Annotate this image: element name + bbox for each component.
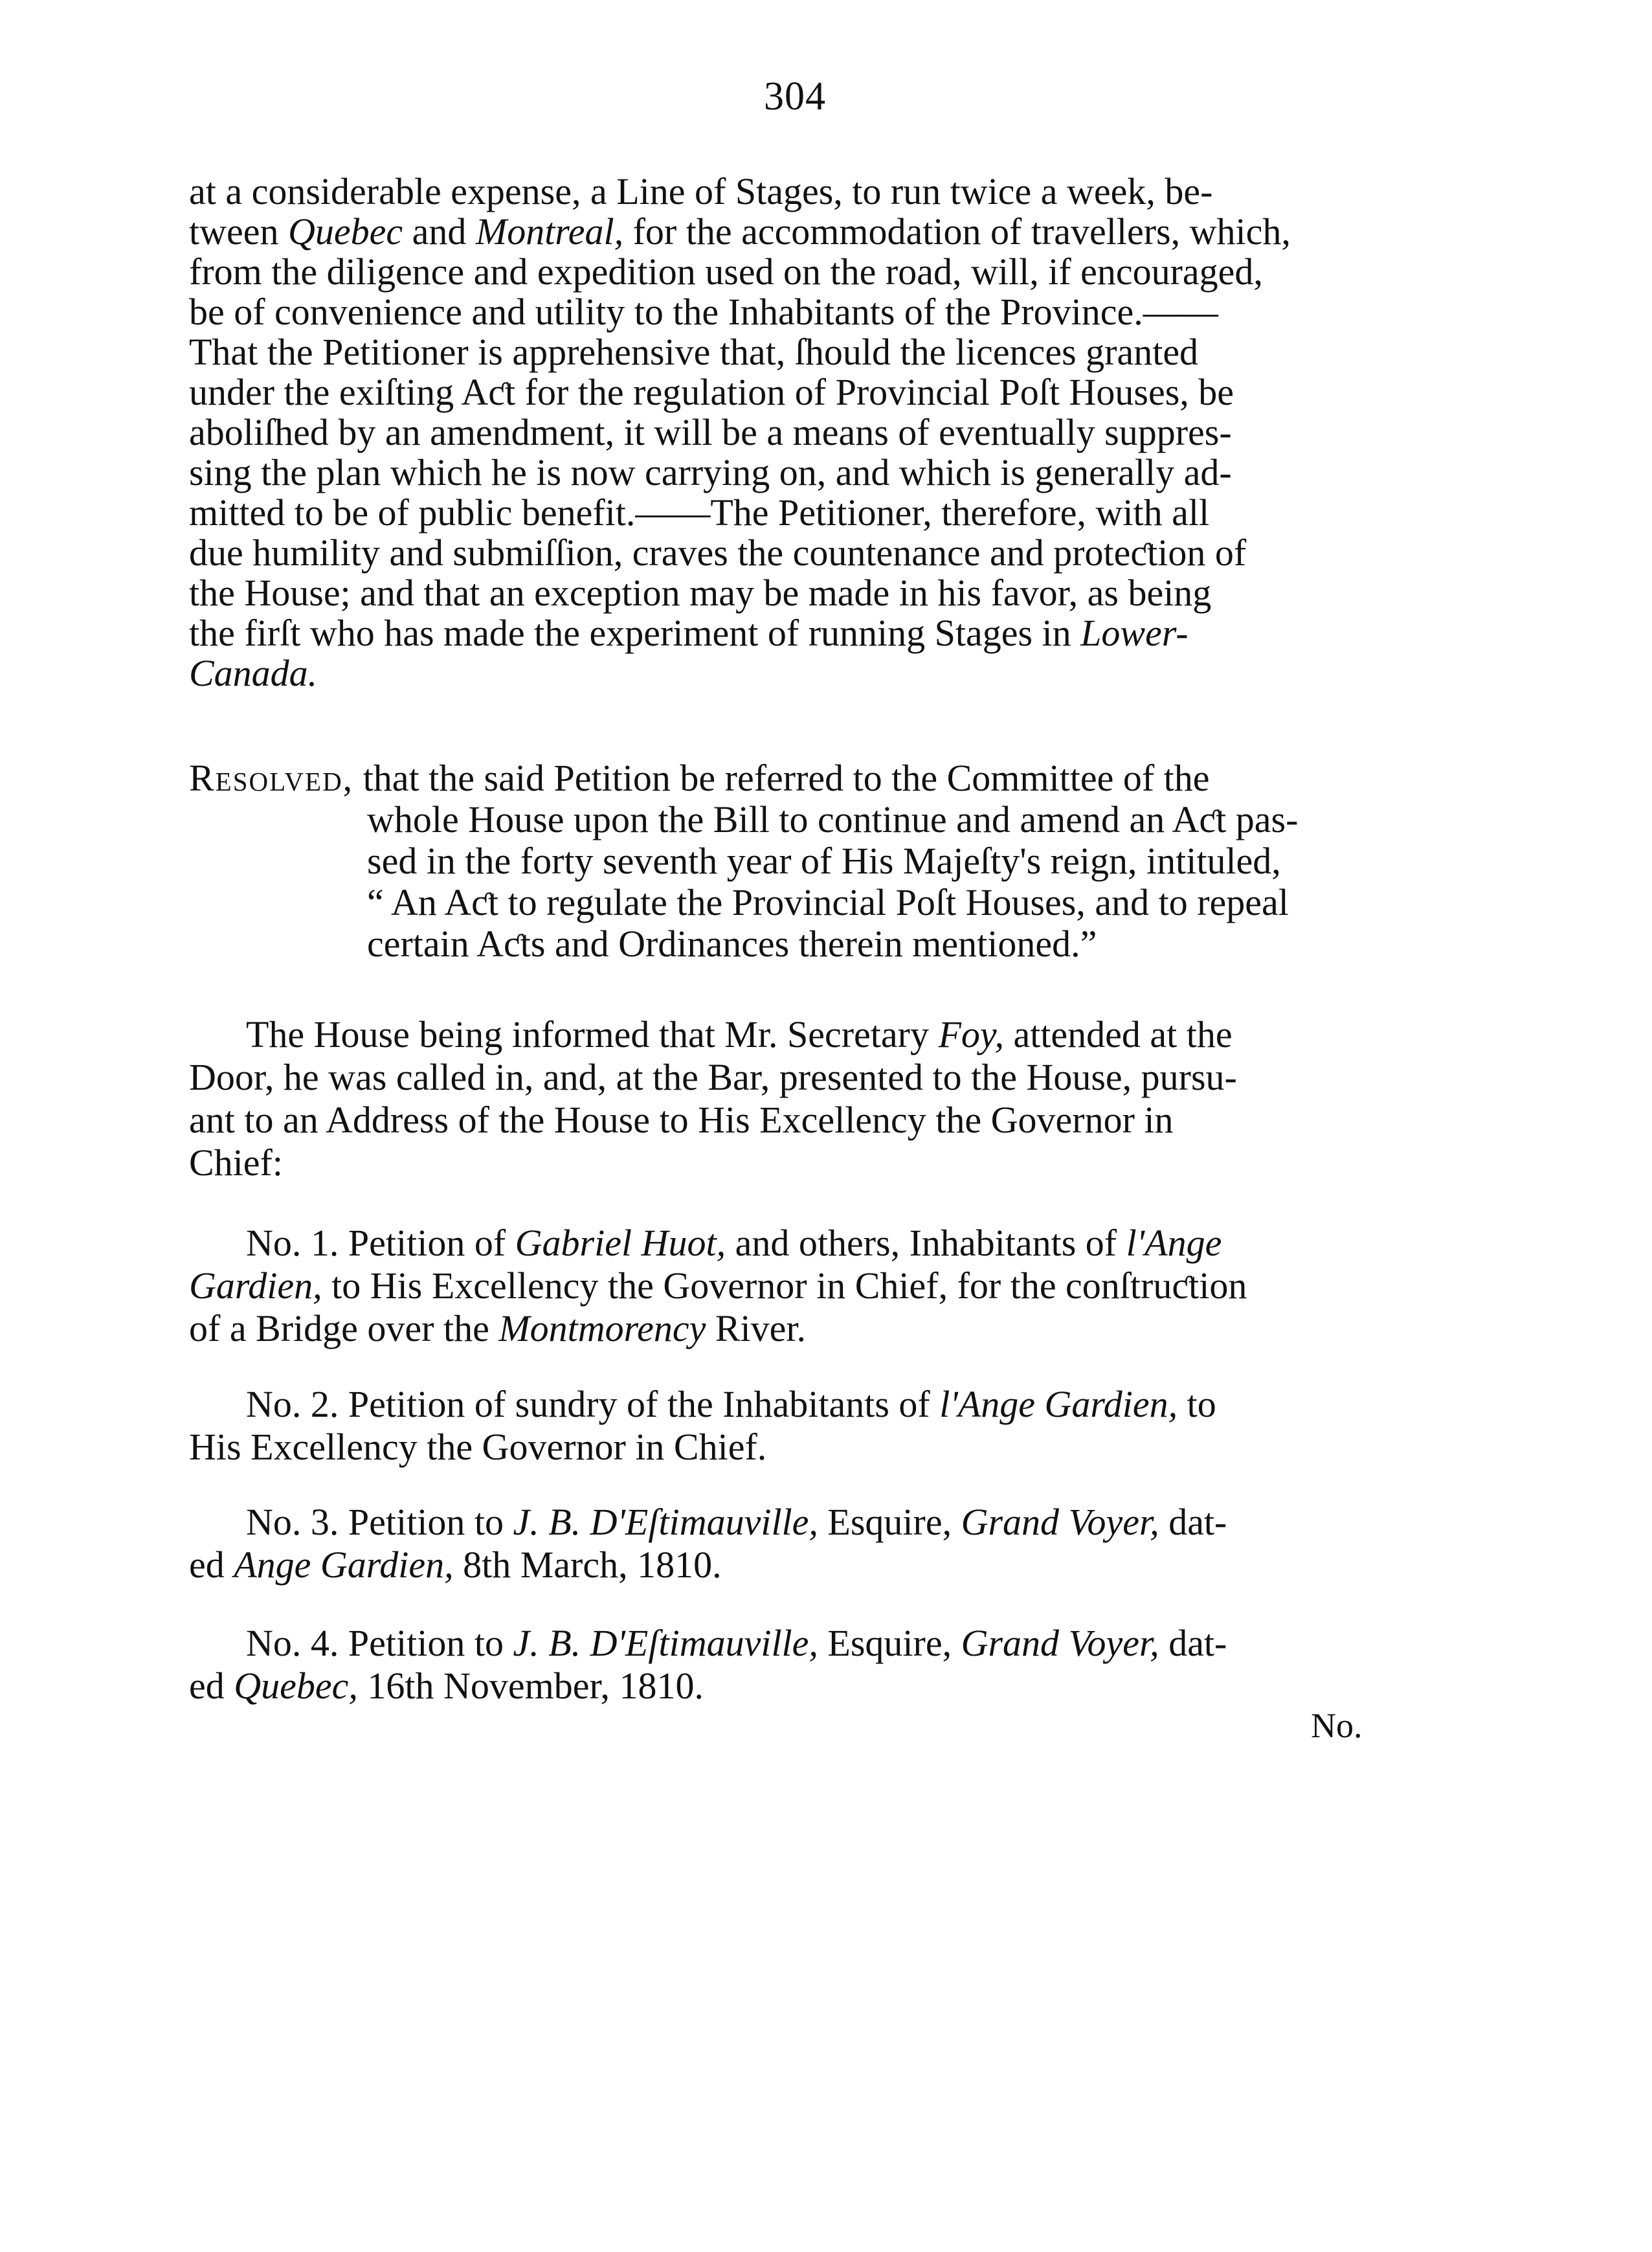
italic-run: Ange Gardien, [234, 1544, 454, 1586]
italic-run: Gabriel Huot, [515, 1222, 726, 1264]
text-line [189, 1622, 1227, 1665]
text-line [189, 653, 1291, 693]
text-line [189, 212, 1291, 252]
italic-run: J. B. D'Eſtimauville, [513, 1501, 818, 1543]
text-run: dat- [1159, 1501, 1227, 1543]
text-run: attended at the [1003, 1013, 1233, 1055]
text-run: Chief: [189, 1142, 283, 1184]
text-run: River. [706, 1307, 806, 1349]
text-run: ed [189, 1665, 234, 1707]
text-line [189, 412, 1291, 453]
page-number: 304 [764, 74, 826, 118]
resolution-line: sed in the forty seventh year of His Majeſty's reign, intituled, [367, 840, 1281, 882]
text-line [189, 1665, 1227, 1707]
text-line [189, 1383, 1216, 1426]
text-run: the House; and that an exception may be made in his favor, as being [189, 572, 1212, 614]
italic-run: J. B. D'Eſtimauville, [513, 1622, 818, 1664]
italic-run: Grand Voyer, [961, 1622, 1159, 1664]
italic-run: Lower- [1080, 612, 1189, 654]
secretary-paragraph [189, 1013, 1237, 1184]
text-line [189, 1222, 1247, 1265]
text-line [189, 453, 1291, 493]
catchword: No. [1311, 1706, 1363, 1745]
text-run: The House being informed that Mr. Secretary [246, 1013, 939, 1055]
text-run: No. 3. Petition to [246, 1501, 513, 1543]
text-run: for the accommodation of travellers, which, [623, 210, 1291, 253]
text-line [189, 1307, 1247, 1350]
text-run: to [1178, 1383, 1216, 1425]
italic-run: Montreal, [475, 210, 624, 253]
text-line [189, 1099, 1237, 1142]
text-run: to His Excellency the Governor in Chief, for the conſtruƈtion [322, 1265, 1247, 1307]
resolution-line: whole House upon the Bill to continue and amend an Aƈt pas- [367, 798, 1299, 840]
italic-run: Quebec [288, 210, 403, 253]
text-run: 8th March, 1810. [453, 1544, 722, 1586]
text-run: be of convenience and utility to the Inhabitants of the Province.—— [189, 291, 1218, 333]
text-run: His Excellency the Governor in Chief. [189, 1426, 767, 1468]
italic-run: Montmorency [498, 1307, 706, 1349]
italic-run: l'Ange [1126, 1222, 1222, 1264]
text-run: No. 2. Petition of sundry of the Inhabitants of [246, 1383, 940, 1425]
text-run: dat- [1159, 1622, 1227, 1664]
text-line [189, 533, 1291, 573]
text-line [189, 252, 1291, 292]
text-run: mitted to be of public benefit.——The Petitioner, therefore, with all [189, 491, 1210, 534]
resolved-lead: Resolved, [189, 757, 354, 799]
text-run: at a considerable expense, a Line of Stages, to run twice a week, be- [189, 170, 1213, 212]
petition-item-3 [189, 1501, 1227, 1586]
resolution-line: “ An Aƈt to regulate the Provincial Poſt Houses, and to repeal [367, 881, 1289, 923]
text-line [189, 332, 1291, 372]
petition-item-4 [189, 1622, 1227, 1707]
text-line [189, 1142, 1237, 1184]
italic-run: l'Ange Gardien, [939, 1383, 1178, 1425]
text-line [189, 1056, 1237, 1099]
text-line [189, 1501, 1227, 1544]
text-run: from the diligence and expedition used on the road, will, if encouraged, [189, 251, 1263, 293]
text-line [189, 292, 1291, 332]
text-run: Esquire, [818, 1501, 961, 1543]
text-run: That the Petitioner is apprehensive that, ſhould the licences granted [189, 331, 1199, 373]
text-line [189, 1013, 1237, 1056]
italic-run: Foy, [938, 1013, 1004, 1055]
resolution-line: that the said Petition be referred to the Committee of the [363, 757, 1210, 799]
text-run: No. 4. Petition to [246, 1622, 513, 1664]
italic-run: Quebec, [234, 1665, 358, 1707]
text-line [189, 172, 1291, 212]
text-run: due humility and submiſſion, craves the countenance and proteƈtion of [189, 532, 1247, 574]
text-run: Door, he was called in, and, at the Bar, presented to the House, pursu- [189, 1056, 1237, 1098]
text-run: the firſt who has made the experiment of running Stages in [189, 612, 1081, 654]
text-run: tween [189, 210, 288, 253]
text-line [189, 573, 1291, 613]
text-run: aboliſhed by an amendment, it will be a means of eventually suppres- [189, 411, 1232, 453]
text-run: Esquire, [818, 1622, 961, 1664]
text-run: ant to an Address of the House to His Excellency the Governor in [189, 1099, 1174, 1141]
text-run: ed [189, 1544, 234, 1586]
resolution [189, 758, 1298, 965]
italic-run: Gardien, [189, 1265, 322, 1307]
italic-run: Canada. [189, 652, 318, 694]
text-line [189, 372, 1291, 412]
text-line [189, 1265, 1247, 1307]
text-run: No. 1. Petition of [246, 1222, 515, 1264]
petition-paragraph [189, 172, 1291, 693]
resolution-line: certain Aƈts and Ordinances therein mentioned.” [367, 923, 1097, 965]
text-run: and others, Inhabitants of [726, 1222, 1126, 1264]
text-line [189, 613, 1291, 653]
text-line [189, 1426, 1216, 1469]
text-run: and [403, 210, 476, 253]
text-run: sing the plan which he is now carrying on, and which is generally ad- [189, 451, 1232, 493]
text-run: under the exiſting Aƈt for the regulation of Provincial Poſt Houses, be [189, 371, 1234, 413]
resolution-first-line [189, 758, 1298, 799]
text-line [189, 1544, 1227, 1586]
italic-run: Grand Voyer, [961, 1501, 1159, 1543]
text-line [189, 493, 1291, 533]
text-run: of a Bridge over the [189, 1307, 499, 1349]
text-run: 16th November, 1810. [357, 1665, 704, 1707]
petition-item-2 [189, 1383, 1216, 1469]
petition-item-1 [189, 1222, 1247, 1350]
